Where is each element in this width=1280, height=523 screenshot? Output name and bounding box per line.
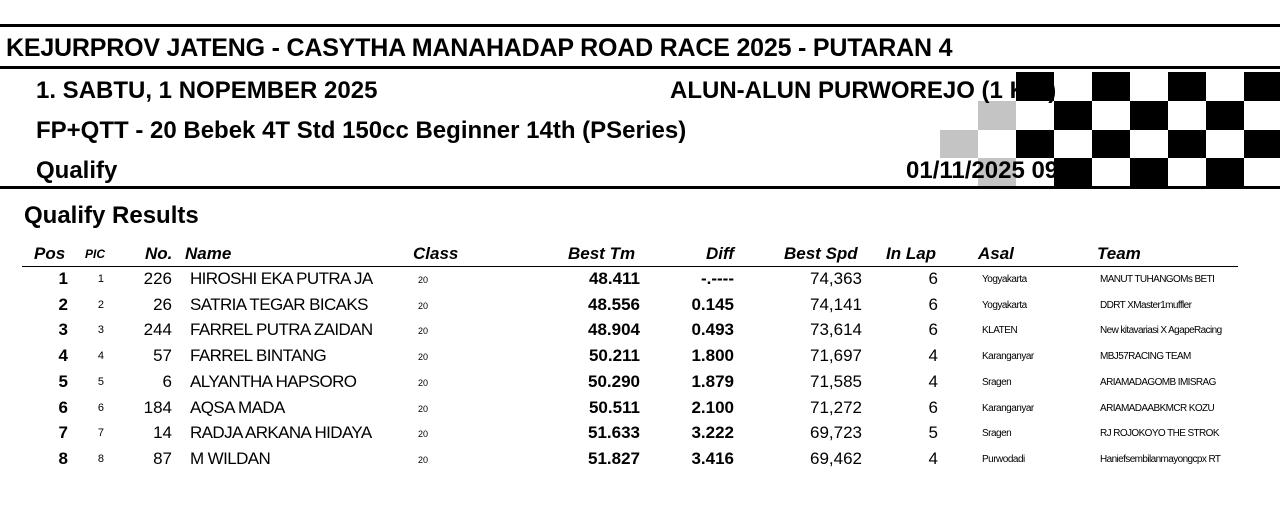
- cell-class: 20: [418, 429, 429, 440]
- cell-best-spd: 71,585: [810, 371, 862, 391]
- table-row: [0, 268, 1280, 294]
- col-header-pos: Pos: [34, 244, 66, 263]
- cell-name: FARREL BINTANG: [190, 346, 327, 366]
- class-title: FP+QTT - 20 Bebek 4T Std 150cc Beginner 14th (PSeries): [36, 117, 687, 144]
- cell-no: 244: [143, 320, 172, 340]
- cell-team: New kitavariasi X AgapeRacing: [1100, 325, 1222, 337]
- cell-diff: -.----: [700, 269, 734, 288]
- flag-square: [1092, 72, 1130, 101]
- section-title: Qualify Results: [24, 202, 199, 229]
- cell-in-lap: 6: [928, 269, 938, 288]
- col-header-name: Name: [185, 244, 232, 263]
- cell-best-spd: 74,141: [810, 294, 862, 314]
- cell-class: 20: [418, 454, 429, 465]
- cell-name: FARREL PUTRA ZAIDAN: [190, 320, 373, 340]
- cell-pic: 6: [97, 401, 104, 414]
- cell-asal: Purwodadi: [982, 453, 1025, 465]
- table-row: [0, 448, 1280, 474]
- cell-class: 20: [418, 275, 429, 285]
- cell-pic: 3: [97, 324, 104, 337]
- flag-square: [1206, 158, 1244, 187]
- col-header-team: Team: [1097, 244, 1141, 263]
- cell-best-tm: 48.904: [588, 320, 640, 340]
- cell-pos: 5: [58, 371, 68, 391]
- cell-asal: Sragen: [982, 376, 1012, 388]
- cell-no: 6: [162, 371, 172, 391]
- cell-best-tm: 50.211: [588, 346, 640, 366]
- flag-square: [1130, 158, 1168, 187]
- cell-name: HIROSHI EKA PUTRA JA: [190, 269, 373, 288]
- flag-square: [978, 101, 1016, 130]
- cell-class: 20: [418, 403, 429, 414]
- cell-pos: 1: [58, 269, 68, 288]
- cell-best-spd: 73,614: [810, 320, 862, 340]
- col-header-asal: Asal: [978, 244, 1014, 263]
- cell-pos: 4: [58, 346, 68, 366]
- cell-asal: Yogyakarta: [982, 299, 1027, 311]
- flag-square: [1054, 101, 1092, 130]
- cell-no: 184: [143, 397, 172, 417]
- cell-asal: Sragen: [982, 428, 1012, 440]
- cell-in-lap: 4: [928, 448, 938, 468]
- column-header-rule: [22, 266, 1238, 267]
- cell-pic: 2: [97, 298, 104, 311]
- cell-best-tm: 48.556: [588, 294, 640, 314]
- cell-in-lap: 6: [928, 320, 938, 340]
- cell-in-lap: 6: [928, 397, 938, 417]
- cell-diff: 1.800: [691, 346, 734, 366]
- cell-pic: 5: [97, 375, 104, 388]
- flag-square: [1092, 130, 1130, 159]
- cell-in-lap: 5: [928, 423, 938, 443]
- cell-name: ALYANTHA HAPSORO: [190, 371, 357, 391]
- col-header-best-spd: Best Spd: [784, 244, 858, 263]
- flag-square: [1016, 130, 1054, 159]
- cell-best-tm: 50.511: [588, 397, 640, 417]
- cell-team: RJ ROJOKOYO THE STROK: [1100, 428, 1219, 440]
- cell-name: RADJA ARKANA HIDAYA: [190, 423, 372, 443]
- cell-asal: Karanganyar: [982, 351, 1034, 363]
- table-row: [0, 294, 1280, 320]
- cell-team: MANUT TUHANGOMs BETI: [1100, 274, 1215, 285]
- cell-no: 87: [153, 448, 172, 468]
- cell-pic: 8: [97, 452, 104, 465]
- col-header-class: Class: [413, 244, 459, 263]
- col-header-diff: Diff: [706, 244, 735, 263]
- flag-square: [1168, 130, 1206, 159]
- cell-best-tm: 50.290: [588, 371, 640, 391]
- event-venue: ALUN-ALUN PURWOREJO (1 Km): [670, 77, 1057, 104]
- flag-square: [940, 130, 978, 159]
- cell-pos: 7: [58, 423, 68, 443]
- cell-asal: KLATEN: [982, 325, 1018, 337]
- cell-best-spd: 69,462: [810, 448, 862, 468]
- cell-team: ARIAMADAABKMCR KOZU: [1100, 402, 1215, 414]
- flag-square: [1130, 101, 1168, 130]
- cell-best-tm: 51.827: [588, 448, 640, 468]
- session-datetime: 01/11/2025 09:00: [906, 157, 1093, 184]
- cell-class: 20: [418, 300, 429, 311]
- flag-square: [1206, 101, 1244, 130]
- table-row: [0, 422, 1280, 448]
- cell-asal: Karanganyar: [982, 402, 1034, 414]
- cell-pos: 2: [58, 294, 68, 314]
- cell-diff: 3.222: [691, 423, 734, 443]
- table-row: [0, 371, 1280, 397]
- top-rule: [0, 24, 1280, 27]
- cell-name: AQSA MADA: [190, 397, 285, 417]
- cell-class: 20: [418, 352, 429, 363]
- col-header-no: No.: [145, 244, 173, 263]
- table-row: [0, 319, 1280, 345]
- cell-diff: 0.493: [691, 320, 734, 340]
- table-row: [0, 397, 1280, 423]
- cell-pos: 3: [58, 320, 68, 340]
- cell-asal: Yogyakarta: [982, 274, 1027, 285]
- cell-best-tm: 48.411: [588, 269, 640, 288]
- col-header-in-lap: In Lap: [886, 244, 937, 263]
- cell-diff: 3.416: [691, 448, 734, 468]
- cell-best-tm: 51.633: [588, 423, 640, 443]
- cell-no: 57: [153, 346, 172, 366]
- cell-team: Haniefsembilanmayongcpx RT: [1100, 453, 1221, 465]
- cell-in-lap: 4: [928, 371, 938, 391]
- title-rule: [0, 66, 1280, 69]
- flag-square: [1244, 130, 1280, 159]
- cell-no: 26: [153, 294, 172, 314]
- cell-best-spd: 71,697: [810, 346, 862, 366]
- cell-pos: 8: [58, 448, 68, 468]
- cell-team: DDRT XMaster1muffler: [1100, 299, 1192, 311]
- cell-in-lap: 6: [928, 294, 938, 314]
- cell-diff: 2.100: [691, 397, 734, 417]
- col-header-best-tm: Best Tm: [568, 244, 636, 263]
- cell-class: 20: [418, 326, 429, 337]
- header-bottom-rule: [0, 186, 1280, 189]
- cell-diff: 1.879: [691, 371, 734, 391]
- cell-class: 20: [418, 377, 429, 388]
- cell-diff: 0.145: [691, 294, 734, 314]
- flag-square: [1244, 72, 1280, 101]
- col-header-pic: PIC: [85, 247, 106, 261]
- cell-no: 14: [153, 423, 172, 443]
- flag-square: [1168, 72, 1206, 101]
- table-row: [0, 345, 1280, 371]
- cell-best-spd: 74,363: [810, 269, 862, 288]
- event-title: KEJURPROV JATENG - CASYTHA MANAHADAP ROAD RACE 2025 - PUTARAN 4: [6, 34, 953, 62]
- cell-best-spd: 71,272: [810, 397, 862, 417]
- cell-pic: 4: [97, 350, 104, 363]
- cell-no: 226: [143, 269, 172, 288]
- cell-name: SATRIA TEGAR BICAKS: [190, 294, 368, 314]
- session-name: Qualify: [36, 157, 118, 184]
- event-day: 1. SABTU, 1 NOPEMBER 2025: [36, 77, 378, 104]
- cell-pic: 1: [97, 273, 104, 285]
- cell-team: ARIAMADAGOMB IMISRAG: [1100, 376, 1216, 388]
- cell-team: MBJ57RACING TEAM: [1100, 351, 1191, 363]
- cell-name: M WILDAN: [190, 448, 271, 468]
- cell-pic: 7: [97, 427, 104, 440]
- cell-best-spd: 69,723: [810, 423, 862, 443]
- cell-in-lap: 4: [928, 346, 938, 366]
- cell-pos: 6: [58, 397, 68, 417]
